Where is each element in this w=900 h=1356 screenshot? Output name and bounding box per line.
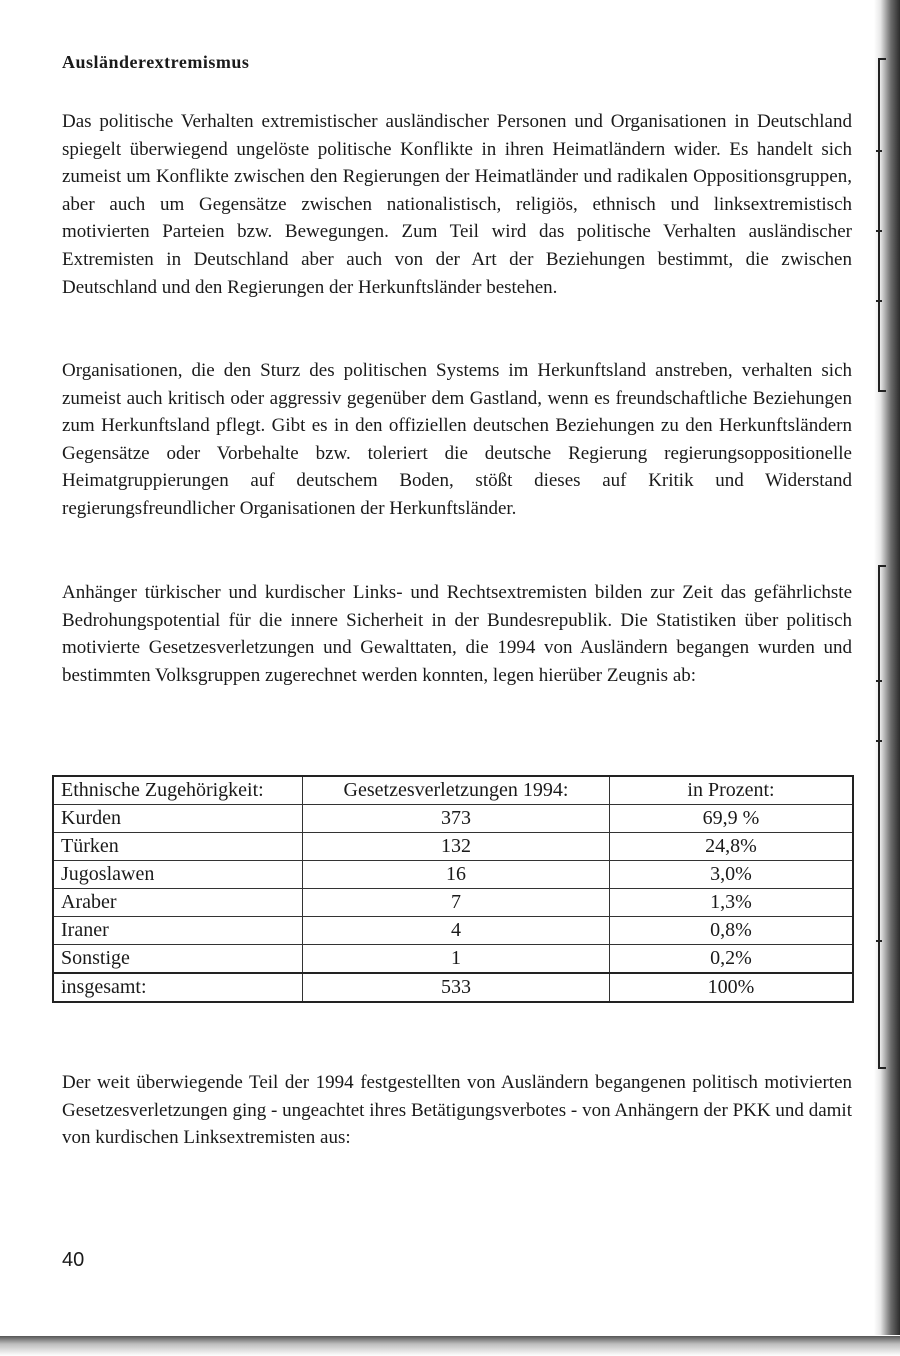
scan-edge-tick xyxy=(876,940,882,942)
paragraph-intro: Das politische Verhalten extremistischer ausländischer Personen und Organisationen in Deutschland spiegelt überwiegend ungelöste politische Konflikte in ihren Heimatländern wider. Es handelt sich zumeist um Konflikte zwischen den Regierungen der Heimatländer und radikalen Oppositionsgruppen, aber auch um Gegensätze zwischen nationalistisch, religiös, ethnisch und linksextremistisch motivierten Parteien bzw. Bewegungen. Zum Teil wird das politische Verhalten ausländischer Extremisten in Deutschland aber auch von der Art der Beziehungen bestimmt, die zwischen Deutschland und den Regierungen der Herkunftsländer bestehen. xyxy=(62,111,852,298)
cell-violations: 132 xyxy=(303,833,610,861)
cell-violations: 1 xyxy=(303,945,610,974)
cell-total-percent: 100% xyxy=(610,973,854,1002)
table-row xyxy=(53,833,853,861)
table-row xyxy=(53,917,853,945)
scan-edge-tick xyxy=(876,300,882,302)
cell-ethnicity: Türken xyxy=(53,833,303,861)
cell-violations: 16 xyxy=(303,861,610,889)
statistics-table xyxy=(52,775,854,1003)
cell-ethnicity: Sonstige xyxy=(53,945,303,974)
table-header-violations: Gesetzesverletzungen 1994: xyxy=(303,776,610,805)
scan-edge-tick xyxy=(876,230,882,232)
cell-ethnicity: Jugoslawen xyxy=(53,861,303,889)
cell-percent: 69,9 % xyxy=(610,805,854,833)
cell-ethnicity: Iraner xyxy=(53,917,303,945)
paragraph-pkk: Der weit überwiegende Teil der 1994 festgestellten von Ausländern begangenen politisch motivierten Gesetzesverletzungen ging - ungeachtet ihres Betätigungsverbotes - von Anhängern der PKK und damit von kurdischen Linksextremisten aus: xyxy=(62,1072,852,1149)
table-row xyxy=(53,889,853,917)
table-row xyxy=(53,861,853,889)
scan-edge-tick xyxy=(876,740,882,742)
cell-percent: 3,0% xyxy=(610,861,854,889)
scan-edge-tick xyxy=(876,150,882,152)
cell-total-label: insgesamt: xyxy=(53,973,303,1002)
page-number: 40 xyxy=(62,1249,85,1271)
cell-ethnicity: Kurden xyxy=(53,805,303,833)
table-header-ethnicity: Ethnische Zugehörigkeit: xyxy=(53,776,303,805)
table-header-percent: in Prozent: xyxy=(610,776,854,805)
cell-violations: 4 xyxy=(303,917,610,945)
table-row xyxy=(53,945,853,974)
scan-bottom-edge xyxy=(0,1336,900,1356)
cell-total-violations: 533 xyxy=(303,973,610,1002)
cell-violations: 373 xyxy=(303,805,610,833)
paragraph-organisations: Organisationen, die den Sturz des politischen Systems im Herkunftsland anstreben, verhalten sich zumeist auch kritisch oder aggressiv gegenüber dem Gastland, wenn es freundschaftliche Beziehungen zum Herkunftsland pflegt. Gibt es in den offiziellen deutschen Beziehungen zu den Herkunftsländern Gegensätze oder Vorbehalte bzw. toleriert die deutsche Regierung regierungsoppositionelle Heimatgruppierungen auf deutschem Boden, stößt dieses auf Kritik und Widerstand regierungsfreundlicher Organisationen der Herkunftsländer. xyxy=(62,360,852,519)
table-header-row xyxy=(53,776,853,805)
cell-ethnicity: Araber xyxy=(53,889,303,917)
paragraph-threat: Anhänger türkischer und kurdischer Links- und Rechtsextremisten bilden zur Zeit das gefährlichste Bedrohungspotential für die innere Sicherheit in der Bundesrepublik. Die Statistiken über politisch motivierte Gesetzesverletzungen und Gewalttaten, die 1994 von Ausländern begangen wurden und bestimmten Volksgruppen zugerechnet werden konnten, legen hierüber Zeugnis ab: xyxy=(62,582,852,686)
scan-edge-bracket xyxy=(878,58,886,392)
cell-percent: 24,8% xyxy=(610,833,854,861)
cell-percent: 1,3% xyxy=(610,889,854,917)
scan-edge-bracket xyxy=(878,565,886,1069)
section-heading: Ausländerextremismus xyxy=(62,52,250,72)
cell-percent: 0,8% xyxy=(610,917,854,945)
table-row xyxy=(53,805,853,833)
cell-percent: 0,2% xyxy=(610,945,854,974)
table-total-row xyxy=(53,973,853,1002)
scan-edge-tick xyxy=(876,680,882,682)
cell-violations: 7 xyxy=(303,889,610,917)
